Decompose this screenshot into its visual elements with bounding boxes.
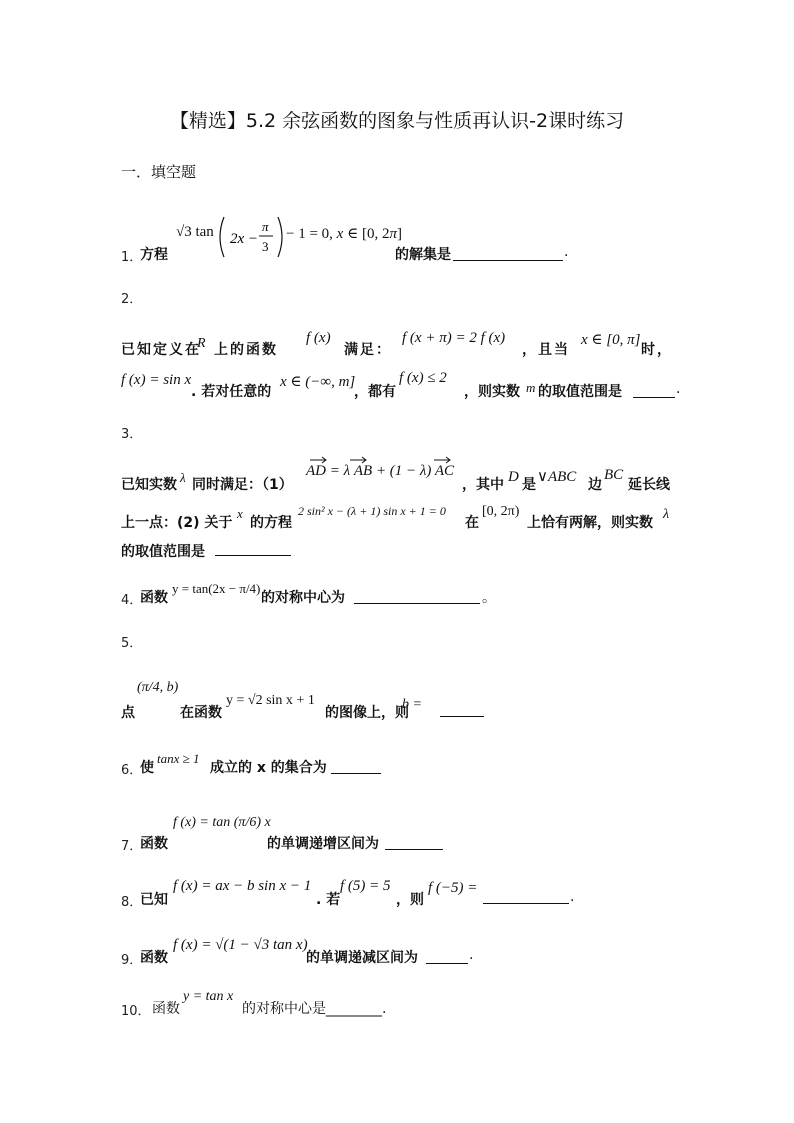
answer-blank[interactable]: [354, 589, 480, 604]
period: .: [570, 889, 575, 905]
question-text: 函数: [140, 590, 168, 606]
question-text: 时，: [641, 342, 673, 358]
math-lambda: λ: [663, 507, 670, 522]
question-number: 9．: [121, 953, 143, 968]
answer-blank[interactable]: [483, 889, 569, 904]
math-vector-eq: AD = λ AB + (1 − λ) AC: [306, 463, 455, 479]
question-text: . 若对任意的: [191, 384, 272, 400]
math-eq: f (x + π) = 2 f (x): [402, 330, 506, 346]
math-lambda: λ: [180, 470, 186, 485]
answer-blank[interactable]: [426, 949, 468, 964]
math-BC: BC: [604, 467, 624, 483]
answer-blank[interactable]: [633, 383, 675, 398]
question-text: 的图像上，则: [325, 705, 409, 721]
math-function: f (x) = tan (π/6) x: [173, 815, 271, 830]
page-title: 【精选】5.2 余弦函数的图象与性质再认识-2课时练习: [169, 110, 625, 132]
question-text: 上的函数: [214, 342, 278, 358]
math-fx-sin: f (x) = sin x: [121, 372, 192, 388]
svg-text:3: 3: [262, 239, 269, 254]
question-text: 函数: [152, 1001, 180, 1017]
question-number: 5．: [121, 636, 143, 651]
math-inequality: tanx ≥ 1: [157, 751, 200, 766]
formula-rest: − 1 = 0, x ∈ [0, 2π]: [286, 226, 402, 242]
question-text: 的方程: [250, 515, 292, 531]
question-text: 的对称中心是________.: [242, 1001, 387, 1017]
question-text: 方程: [140, 247, 168, 263]
question-text: 的对称中心为: [261, 590, 345, 606]
question-text: ，则实数: [464, 384, 520, 400]
question-text: 已知实数: [121, 477, 177, 493]
answer-blank[interactable]: [440, 702, 484, 717]
period: 。: [482, 590, 496, 606]
math-D: D: [508, 469, 519, 485]
math-range: [0, 2π): [482, 504, 520, 519]
question-text: 的单调递增区间为: [267, 836, 379, 852]
question-text: ，则: [396, 892, 424, 908]
question-text: 延长线: [628, 477, 670, 493]
math-function: f (x) = ax − b sin x − 1: [173, 878, 312, 894]
question-number: 10．: [121, 1004, 151, 1019]
math-ineq: f (x) ≤ 2: [399, 370, 447, 386]
question-number: 3．: [121, 427, 143, 442]
math-m: m: [526, 380, 536, 395]
math-R: R: [197, 336, 206, 351]
question-number: 7．: [121, 839, 143, 854]
answer-blank[interactable]: [385, 835, 443, 850]
math-function: y = tan x: [183, 989, 234, 1004]
formula-tan: √3 tan: [176, 224, 214, 240]
question-text: 的取值范围是: [538, 384, 622, 400]
question-text: ，且当: [522, 342, 570, 358]
math-domain-2: x ∈ (−∞, m]: [280, 374, 356, 390]
question-text: 同时满足：（1）: [192, 477, 293, 493]
question-text: 在: [465, 515, 479, 531]
svg-text:π: π: [262, 219, 269, 234]
math-function: f (x) = √(1 − √3 tan x): [173, 937, 308, 953]
question-text: 已知: [140, 892, 168, 908]
answer-blank[interactable]: [331, 759, 381, 774]
question-text: 函数: [140, 836, 168, 852]
question-text: 点: [121, 705, 135, 721]
svg-text:2x −: 2x −: [230, 231, 259, 247]
question-number: 4．: [121, 593, 143, 608]
math-x: x: [237, 506, 243, 521]
question-text: . 若: [316, 892, 341, 908]
math-query: f (−5) =: [428, 880, 478, 896]
period: .: [676, 381, 681, 397]
question-text: 使: [140, 760, 154, 776]
math-domain: x ∈ [0, π]: [581, 332, 641, 348]
question-number: 6．: [121, 763, 143, 778]
math-function: y = tan(2x − π/4): [172, 581, 261, 596]
question-text: 的取值范围是: [121, 544, 205, 560]
question-text: 成立的 x 的集合为: [210, 760, 327, 776]
math-function: y = √2 sin x + 1: [226, 693, 315, 708]
math-point: (π/4, b): [137, 680, 179, 695]
question-text: 上恰有两解，则实数: [527, 515, 653, 531]
math-b: b =: [402, 697, 422, 712]
question-number: 8．: [121, 895, 143, 910]
section-heading: 一．填空题: [121, 163, 197, 181]
math-condition: f (5) = 5: [340, 878, 391, 894]
question-text: 边: [588, 477, 602, 493]
question-text: 上一点：(2) 关于: [121, 515, 233, 531]
question-number: 2．: [121, 292, 143, 307]
question-text: 满足：: [344, 342, 392, 358]
answer-blank[interactable]: [453, 246, 563, 261]
period: .: [564, 244, 569, 260]
answer-blank[interactable]: [215, 541, 291, 556]
question-number: 1．: [121, 250, 143, 265]
question-text-end: 的解集是: [395, 247, 451, 263]
question-text: 函数: [140, 950, 168, 966]
question-text: 在函数: [180, 705, 222, 721]
question-text: 的单调递减区间为: [306, 950, 418, 966]
period: .: [469, 947, 474, 963]
question-text: 是: [522, 477, 536, 493]
math-equation: 2 sin² x − (λ + 1) sin x + 1 = 0: [298, 504, 446, 518]
question-text: ，其中: [462, 477, 504, 493]
question-text: 已知定义在: [121, 342, 201, 358]
math-fx: f (x): [306, 330, 331, 346]
question-text: ，都有: [354, 384, 396, 400]
math-triangle: ∨ABC: [537, 469, 577, 485]
